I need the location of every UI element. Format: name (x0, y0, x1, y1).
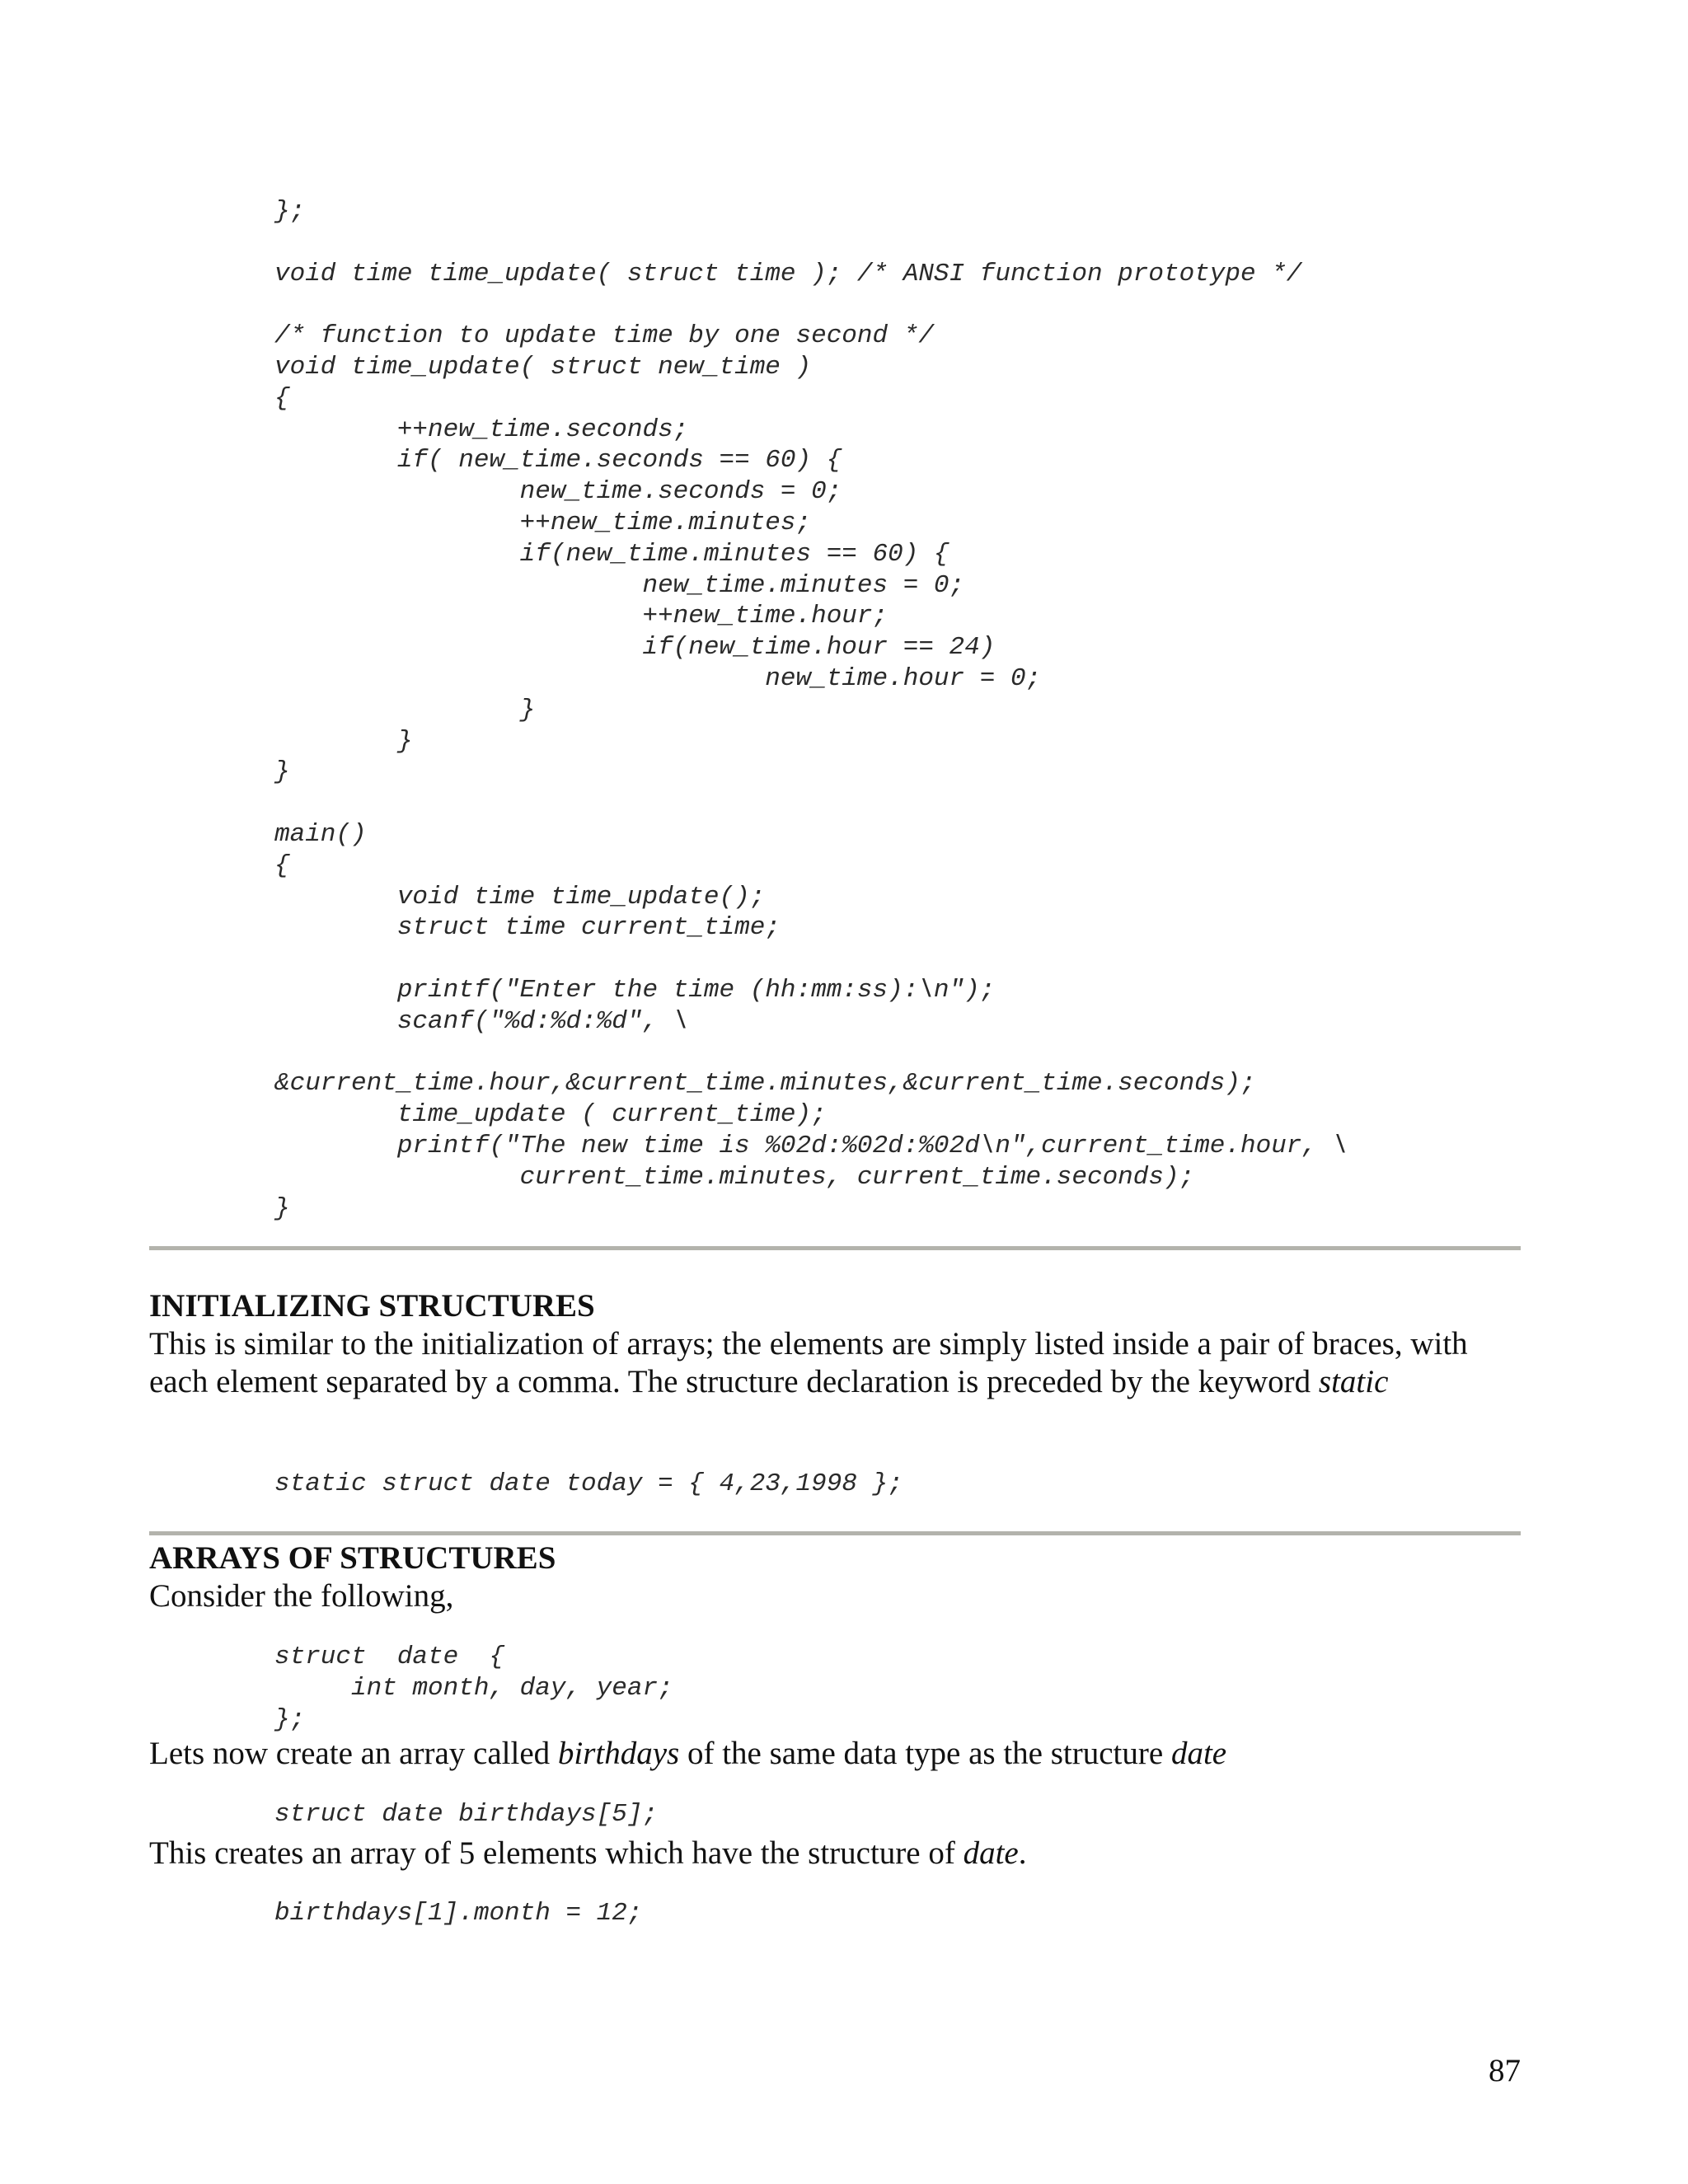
section-heading-arrays: ARRAYS OF STRUCTURES (149, 1540, 556, 1576)
page-number: 87 (1489, 2053, 1521, 2088)
code-birthdays-assignment: birthdays[1].month = 12; (274, 1899, 643, 1928)
paragraph-line: Consider the following, (149, 1578, 454, 1614)
paragraph-text: . (1018, 1835, 1027, 1871)
paragraph-text: Lets now create an array called (149, 1736, 558, 1771)
term-date: date (963, 1835, 1019, 1871)
section-divider (149, 1531, 1521, 1535)
section-heading-initializing: INITIALIZING STRUCTURES (149, 1288, 595, 1324)
paragraph-text: of the same data type as the structure (679, 1736, 1171, 1771)
code-birthdays-array: struct date birthdays[5]; (274, 1800, 659, 1829)
code-struct-date: struct date { int month, day, year; }; (274, 1643, 673, 1734)
term-birthdays: birthdays (557, 1736, 680, 1771)
term-date: date (1170, 1736, 1227, 1771)
paragraph-text: each element separated by a comma. The structure declaration is preceded by the keyword (149, 1364, 1319, 1399)
paragraph-line: This is similar to the initialization of arrays; the elements are simply listed inside a pair of braces, with (149, 1326, 1468, 1361)
keyword-static: static (1318, 1364, 1389, 1399)
code-block-time-update: }; void time time_update( struct time ); /* ANSI function prototype */ /* function to update time by one second */ void time_update( struct new_time ) { ++new_time.seconds; if( new_time.seconds == 60) { new_time.seconds = 0; ++new_time.minutes; if(new_time.minutes == 60) { new_time.minutes = 0; ++new_time.hour; if(new_time.hour == 24) new_time.hour = 0; } } } main() { void time time_update(); struct time current_time; printf("Enter the time (hh:mm:ss):\n"); scanf("%d:%d:%d", \ &current_time.hour,&current_time.minutes,&current_time.seconds); time_update ( current_time); printf("The new time is %02d:%02d:%02d\n",current_time.hour, \ current_time.minutes, current_time.seconds); } (274, 197, 1348, 1223)
paragraph-line (149, 1835, 1027, 1872)
code-static-initializer: static struct date today = { 4,23,1998 }; (274, 1469, 903, 1498)
paragraph-line (149, 1363, 1388, 1401)
section-divider (149, 1246, 1521, 1250)
paragraph-line (149, 1735, 1226, 1773)
paragraph-text: This creates an array of 5 elements which have the structure of (149, 1835, 964, 1871)
